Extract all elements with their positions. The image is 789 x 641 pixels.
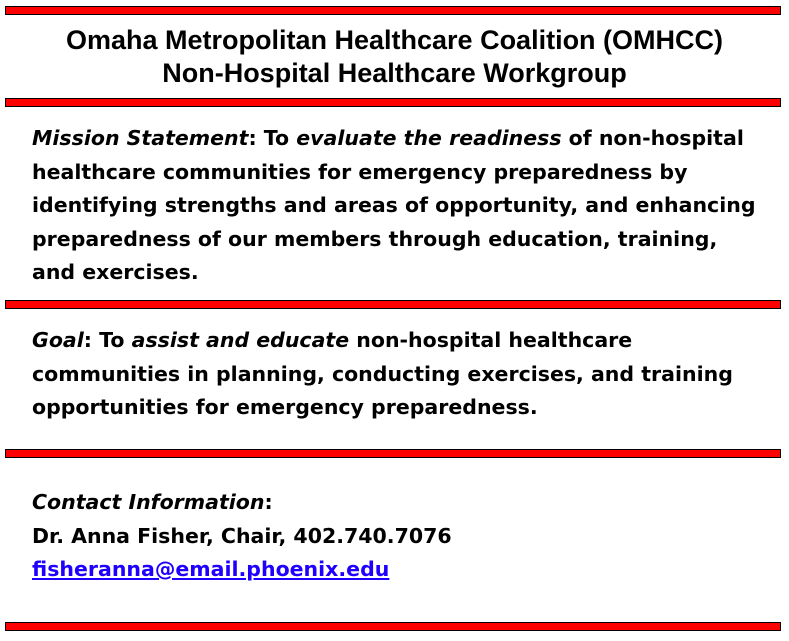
goal-sep: : To [83, 328, 132, 352]
mission-line-4: preparedness of our members through education, training, [32, 226, 718, 251]
contact-heading [32, 486, 767, 520]
page-title [0, 24, 789, 90]
divider-top [5, 6, 781, 15]
mission-emphasis: evaluate the readiness [296, 126, 562, 150]
mission-line-3: identifying strengths and areas of opportunity, and enhancing [32, 193, 756, 217]
divider-after-goal [5, 449, 781, 458]
title-line-1: Omaha Metropolitan Healthcare Coalition (OMHCC) [65, 25, 724, 55]
mission-line-1-rest: of non-hospital [561, 126, 744, 150]
mission-sep: : To [248, 126, 297, 150]
goal-line-1-rest: non-hospital healthcare [349, 328, 633, 352]
goal-label: Goal [32, 328, 84, 352]
divider-after-title [5, 98, 781, 107]
divider-after-mission [5, 300, 781, 309]
goal-statement [32, 324, 767, 425]
goal-line-2: communities in planning, conducting exercises, and training [32, 361, 733, 386]
goal-emphasis: assist and educate [131, 328, 350, 352]
contact-email-link[interactable]: fisheranna@email.phoenix.edu [32, 557, 390, 581]
contact-label: Contact Information [32, 490, 265, 514]
mission-line-2: healthcare communities for emergency preparedness by [32, 159, 688, 184]
mission-line-1 [32, 122, 767, 156]
divider-bottom [5, 622, 781, 631]
mission-statement [32, 122, 767, 290]
mission-label: Mission Statement [32, 126, 249, 150]
contact-information [32, 486, 767, 587]
mission-line-5: and exercises. [32, 260, 199, 284]
title-line-2: Non-Hospital Healthcare Workgroup [162, 58, 627, 88]
contact-email-line [32, 553, 767, 587]
contact-colon: : [264, 490, 273, 514]
goal-line-3: opportunities for emergency preparedness. [32, 395, 538, 419]
goal-line-1 [32, 324, 767, 358]
contact-person: Dr. Anna Fisher, Chair, 402.740.7076 [32, 523, 452, 548]
